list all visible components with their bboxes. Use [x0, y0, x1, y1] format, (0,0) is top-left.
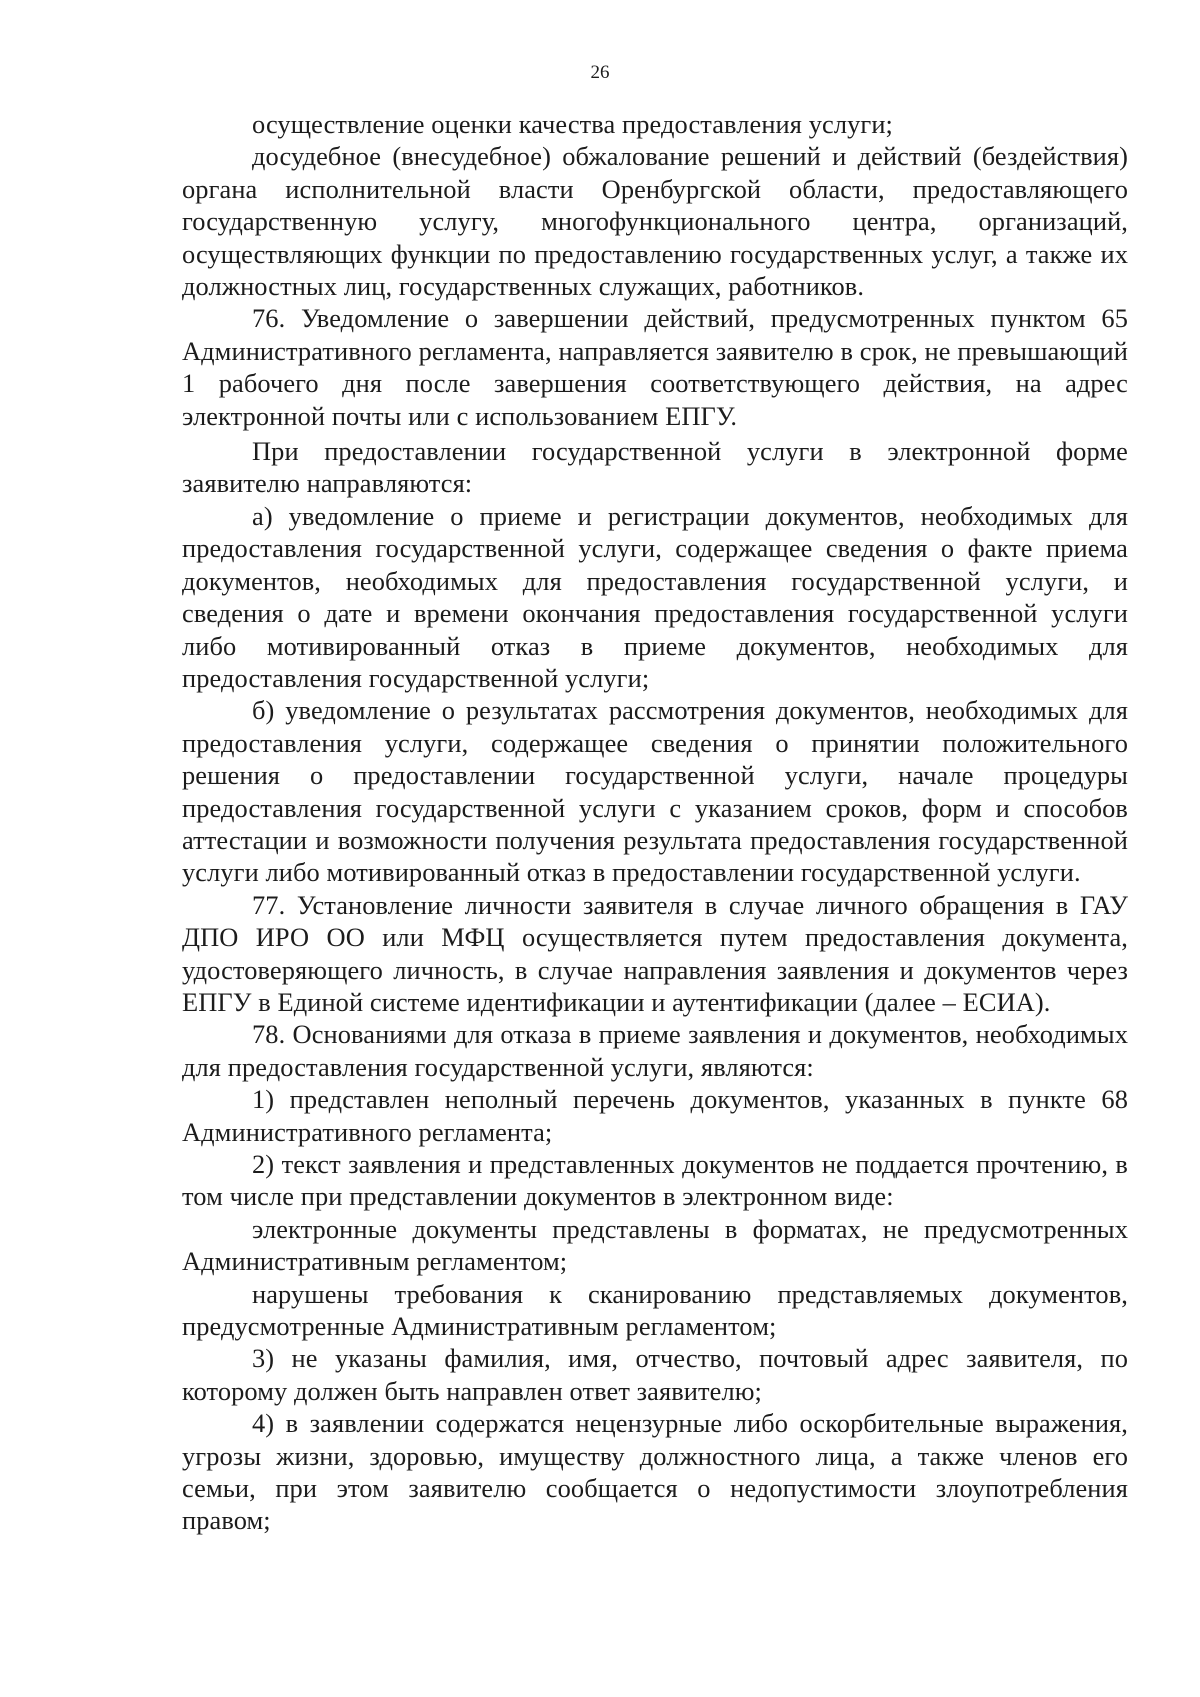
paragraph-item-78: 78. Основаниями для отказа в приеме заявления и документов, необходимых для предоставления государственной услуги, являются: — [182, 1019, 1128, 1082]
paragraph-ground-3: 3) не указаны фамилия, имя, отчество, почтовый адрес заявителя, по которому должен быть направлен ответ заявителю; — [182, 1343, 1128, 1406]
paragraph-subitem-a: а) уведомление о приеме и регистрации документов, необходимых для предоставления государственной услуги, содержащее сведения о факте приема документов, необходимых для предоставления государственной услуги, и сведения о дате и времени окончания предоставления государственной услуги либо мотивированный отказ в приеме документов, необходимых для предоставления государственной услуги; — [182, 500, 1128, 693]
paragraph-ground-1: 1) представлен неполный перечень документов, указанных в пункте 68 Административного регламента; — [182, 1084, 1128, 1147]
paragraph-subitem-b: б) уведомление о результатах рассмотрения документов, необходимых для предоставления услуги, содержащее сведения о принятии положительного решения о предоставлении государственной услуги, начале процедуры предоставления государственной услуги с указанием сроков, форм и способов аттестации и возможности получения результата предоставления государственной услуги либо мотивированный отказ в предоставлении государственной услуги. — [182, 695, 1128, 888]
paragraph-item-77: 77. Установление личности заявителя в случае личного обращения в ГАУ ДПО ИРО ОО или МФЦ осуществляется путем предоставления документа, удостоверяющего личность, в случае направления заявления и документов через ЕПГУ в Единой системе идентификации и аутентификации (далее – ЕСИА). — [182, 889, 1128, 1017]
page-number: 26 — [590, 62, 610, 83]
paragraph-pretrial-appeal: досудебное (внесудебное) обжалование решений и действий (бездействия) органа исполнительной власти Оренбургской области, предоставляющего государственную услугу, многофункционального центра, организаций, осуществляющих функции по предоставлению государственных услуг, а также их должностных лиц, государственных служащих, работников. — [182, 141, 1128, 302]
paragraph-ground-2-formats: электронные документы представлены в форматах, не предусмотренных Административным регламентом; — [182, 1213, 1128, 1277]
paragraph-ground-2-scanning: нарушены требования к сканированию представляемых документов, предусмотренные Административным регламентом; — [182, 1278, 1128, 1342]
paragraph-item-76: 76. Уведомление о завершении действий, предусмотренных пунктом 65 Административного регламента, направляется заявителю в срок, не превышающий 1 рабочего дня после завершения соответствующего действия, на адрес электронной почты или с использованием ЕПГУ. — [182, 303, 1128, 431]
paragraph-quality-assessment: осуществление оценки качества предоставления услуги; — [252, 109, 893, 139]
document-body — [182, 108, 1128, 1537]
paragraph-ground-4: 4) в заявлении содержатся нецензурные либо оскорбительные выражения, угрозы жизни, здоровью, имуществу должностного лица, а также членов его семьи, при этом заявителю сообщается о недопустимости злоупотребления правом; — [182, 1408, 1128, 1536]
paragraph-electronic-form: При предоставлении государственной услуги в электронной форме заявителю направляются: — [182, 436, 1128, 499]
paragraph-ground-2: 2) текст заявления и представленных документов не поддается прочтению, в том числе при представлении документов в электронном виде: — [182, 1149, 1128, 1212]
